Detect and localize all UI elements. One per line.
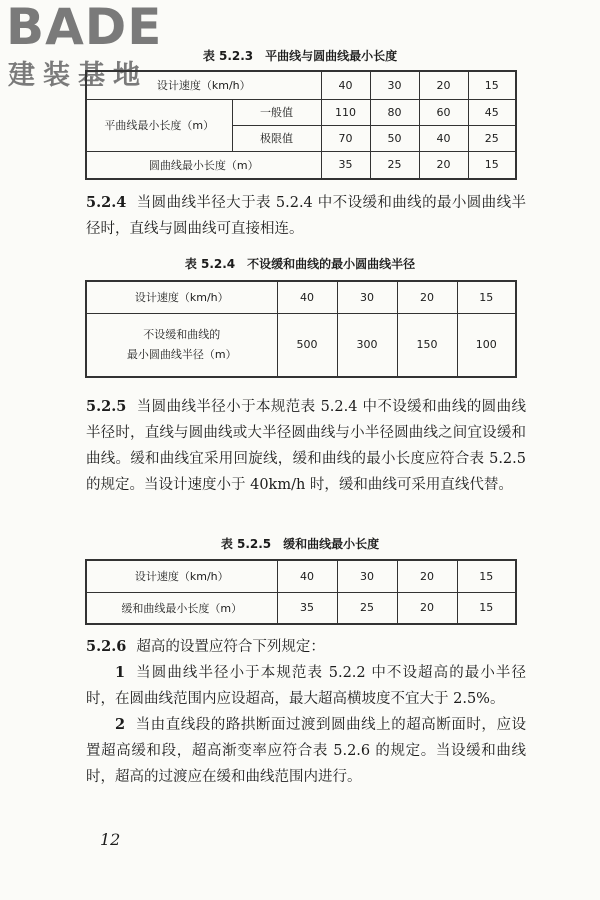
table-523-caption: 表 5.2.3 平曲线与圆曲线最小长度 xyxy=(202,49,398,63)
table-cell: 20 xyxy=(397,592,457,624)
clause-5-2-5 xyxy=(86,394,526,498)
speed-cell: 15 xyxy=(457,281,516,313)
speed-cell: 20 xyxy=(419,71,468,99)
item-number: 1 xyxy=(115,664,126,681)
clause-text: 超高的设置应符合下列规定： xyxy=(136,639,325,655)
table-cell: 25 xyxy=(337,592,397,624)
table-row xyxy=(86,592,516,624)
table-cell: 50 xyxy=(370,125,419,151)
table-cell: 300 xyxy=(337,313,397,377)
table-cell: 20 xyxy=(419,151,468,179)
table-cell: 35 xyxy=(277,592,337,624)
row-label xyxy=(86,313,277,377)
row-label: 圆曲线最小长度（m） xyxy=(86,151,321,179)
table-cell: 35 xyxy=(321,151,370,179)
table-cell: 15 xyxy=(468,151,516,179)
table-cell: 45 xyxy=(468,99,516,125)
table-header-row xyxy=(86,560,516,592)
table-cell: 110 xyxy=(321,99,370,125)
table-row xyxy=(86,151,516,179)
table-cell: 100 xyxy=(457,313,516,377)
speed-cell: 40 xyxy=(277,281,337,313)
speed-cell: 30 xyxy=(337,560,397,592)
header-cell: 设计速度（km/h） xyxy=(86,71,321,99)
speed-cell: 20 xyxy=(397,281,457,313)
table-cell: 15 xyxy=(457,592,516,624)
clause-item-2 xyxy=(86,712,526,790)
speed-cell: 15 xyxy=(457,560,516,592)
row-label: 一般值 xyxy=(232,99,321,125)
table-cell: 40 xyxy=(419,125,468,151)
table-525 xyxy=(85,559,517,625)
speed-cell: 20 xyxy=(397,560,457,592)
table-cell: 70 xyxy=(321,125,370,151)
table-cell: 25 xyxy=(370,151,419,179)
page-number: 12 xyxy=(100,830,121,849)
table-523 xyxy=(85,70,517,180)
table-header-row xyxy=(86,71,516,99)
clause-text: 当圆曲线半径大于表 5.2.4 中不设缓和曲线的最小圆曲线半径时，直线与圆曲线可直接相连。 xyxy=(86,195,526,237)
row-label-line: 最小圆曲线半径（m） xyxy=(126,347,237,361)
row-label-line: 不设缓和曲线的 xyxy=(143,327,221,341)
table-524 xyxy=(85,280,517,378)
clause-number: 5.2.5 xyxy=(86,398,127,415)
row-group-label: 平曲线最小长度（m） xyxy=(86,99,232,151)
speed-cell: 30 xyxy=(337,281,397,313)
clause-number: 5.2.6 xyxy=(86,638,127,655)
row-label: 缓和曲线最小长度（m） xyxy=(86,592,277,624)
speed-cell: 40 xyxy=(277,560,337,592)
table-cell: 60 xyxy=(419,99,468,125)
table-cell: 80 xyxy=(370,99,419,125)
item-text: 当由直线段的路拱断面过渡到圆曲线上的超高断面时，应设置超高缓和段，超高渐变率应符合表 5.2.6 的规定。当设缓和曲线时，超高的过渡应在缓和曲线范围内进行。 xyxy=(86,717,526,785)
row-label: 极限值 xyxy=(232,125,321,151)
header-cell: 设计速度（km/h） xyxy=(86,281,277,313)
speed-cell: 40 xyxy=(321,71,370,99)
clause-number: 5.2.4 xyxy=(86,194,127,211)
table-524-caption: 表 5.2.4 不设缓和曲线的最小圆曲线半径 xyxy=(184,257,416,271)
table-row xyxy=(86,99,516,125)
table-525-caption: 表 5.2.5 缓和曲线最小长度 xyxy=(220,537,380,551)
table-cell: 150 xyxy=(397,313,457,377)
clause-heading xyxy=(86,634,526,660)
item-text: 当圆曲线半径小于本规范表 5.2.2 中不设超高的最小半径时，在圆曲线范围内应设超高，最大超高横坡度不宜大于 2.5%。 xyxy=(86,665,526,707)
clause-5-2-6 xyxy=(86,634,526,790)
clause-text: 当圆曲线半径小于本规范表 5.2.4 中不设缓和曲线的圆曲线半径时，直线与圆曲线或大半径圆曲线与小半径圆曲线之间宜设缓和曲线。缓和曲线宜采用回旋线，缓和曲线的最小长度应符合表 5.2.5 的规定。当设计速度小于 40km/h 时，缓和曲线可采用直线代替。 xyxy=(86,399,526,493)
clause-5-2-4 xyxy=(86,190,526,242)
logo-text: BADE xyxy=(6,0,163,56)
speed-cell: 15 xyxy=(468,71,516,99)
speed-cell: 30 xyxy=(370,71,419,99)
table-cell: 500 xyxy=(277,313,337,377)
table-cell: 25 xyxy=(468,125,516,151)
table-row xyxy=(86,313,516,377)
logo-subtitle: 建装基地 xyxy=(8,60,148,91)
clause-item-1 xyxy=(86,660,526,712)
header-cell: 设计速度（km/h） xyxy=(86,560,277,592)
item-number: 2 xyxy=(115,716,126,733)
table-header-row xyxy=(86,281,516,313)
